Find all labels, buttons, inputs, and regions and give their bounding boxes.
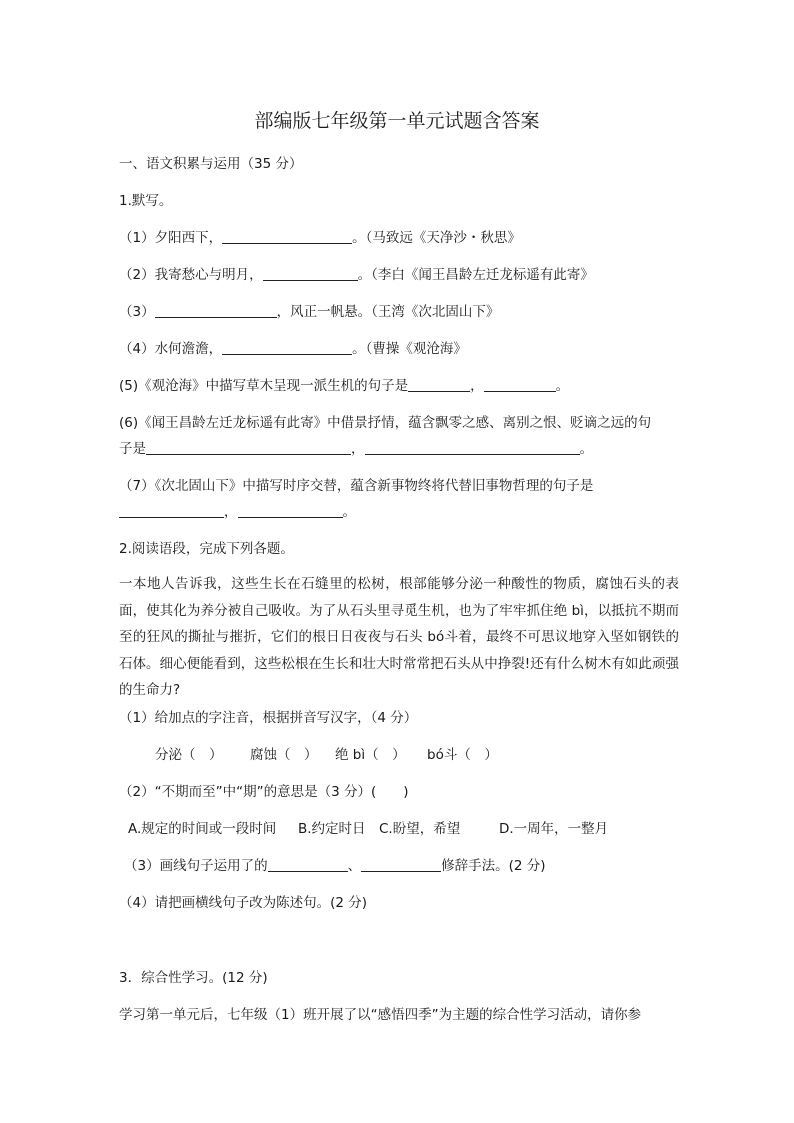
q3-intro: 学习第一单元后，七年级（1）班开展了以“感悟四季”为主题的综合性学习活动，请你参: [119, 1007, 642, 1023]
answer-blank[interactable]: [222, 339, 352, 355]
answer-blank[interactable]: [408, 376, 470, 392]
question-2-label: 2.阅读语段，完成下列各题。: [119, 541, 294, 557]
q1-item-4-text: （4）水何澹澹，: [119, 341, 223, 357]
q1-item-5: [119, 376, 679, 396]
option-d[interactable]: D.一周年，一整月: [499, 821, 609, 837]
q1-item-4: [119, 339, 679, 359]
q1-item-5-text: (5)《观沧海》中描写草木呈现一派生机的句子是: [119, 378, 409, 394]
answer-blank[interactable]: [119, 502, 224, 518]
question-1-label: 1.默写。: [119, 193, 173, 209]
q1-item-1-text: （1）夕阳西下，: [119, 230, 223, 246]
q2-sub-2: （2）“不期而至”中“期”的意思是（3 分）( ): [119, 784, 409, 800]
q1-item-4-source: 。（曹操《观沧海》: [352, 341, 467, 357]
option-a[interactable]: A.规定的时间或一段时间: [128, 821, 277, 837]
q2-sub-3-end: 修辞手法。(2 分): [441, 858, 546, 874]
question-3-label: 3．综合性学习。(12 分): [119, 970, 268, 986]
q1-item-1: [119, 228, 679, 248]
q1-item-7-line2: [119, 502, 679, 522]
word-juebi: 绝 bì（ ）: [335, 747, 406, 763]
answer-blank[interactable]: [222, 228, 352, 244]
q2-sub-4: （4）请把画横线句子改为陈述句。(2 分): [119, 895, 368, 911]
q1-item-6-comma: ，: [351, 441, 365, 457]
word-fushi: 腐蚀（ ）: [250, 747, 318, 763]
option-c[interactable]: C.盼望，希望: [379, 821, 461, 837]
q1-item-3-source: ，风正一帆悬。（王湾《次北固山下》: [276, 304, 500, 320]
option-b[interactable]: B.约定时日: [298, 821, 366, 837]
answer-blank[interactable]: [484, 376, 556, 392]
q1-item-6-end: 。: [579, 441, 593, 457]
answer-blank[interactable]: [361, 856, 441, 872]
answer-blank[interactable]: [155, 302, 277, 318]
word-fenmi: 分泌（ ）: [155, 747, 223, 763]
section-heading: 一、语文积累与运用（35 分）: [119, 156, 303, 172]
q1-item-3-text: （3）: [119, 304, 155, 320]
q1-item-3: [119, 302, 679, 322]
q1-item-7-line1: （7）《次北固山下》中描写时序交替，蕴含新事物终将代替旧事物哲理的句子是: [119, 478, 594, 494]
reading-passage: 一本地人告诉我，这些生长在石缝里的松树，根部能够分泌一种酸性的物质，腐蚀石头的表面，使其化为养分被自己吸收。为了从石头里寻觅生机，也为了牢牢抓住绝 bì，以抵抗不期而至的狂风的撕扯与摧折，它们的根日日夜夜与石头 bó斗着，最终不可思议地穿入坚如钢铁的石体。细心便能看到，这些松根在生长和壮大时常常把石头从中挣裂!还有什么树木有如此顽强的生命力?: [119, 576, 679, 698]
q1-item-7-comma: ，: [224, 504, 238, 520]
page-title: 部编版七年级第一单元试题含答案: [254, 110, 540, 132]
answer-blank[interactable]: [365, 439, 580, 455]
answer-blank[interactable]: [146, 439, 351, 455]
q1-item-1-source: 。（马致远《天净沙・秋思》: [352, 230, 521, 246]
q2-sub-3: [124, 856, 684, 876]
q2-sub-1: （1）给加点的字注音，根据拼音写汉字，（4 分）: [119, 710, 418, 726]
q1-item-7-end: 。: [342, 504, 356, 520]
q2-sub-3-sep: 、: [347, 858, 362, 874]
q1-item-6-lead: 子是: [119, 441, 146, 457]
q1-item-6-line1: (6)《闻王昌龄左迁龙标遥有此寄》中借景抒情，蕴含飘零之感、离别之恨、贬谪之远的句: [119, 415, 652, 431]
q1-item-5-comma: ，: [470, 378, 484, 394]
q1-item-6-line2: [119, 439, 679, 459]
q1-item-2: [119, 265, 679, 285]
q1-item-2-source: 。（李白《闻王昌龄左迁龙标遥有此寄》: [357, 267, 594, 283]
answer-blank[interactable]: [263, 265, 358, 281]
word-bodou: bó斗（ ）: [427, 747, 498, 763]
q1-item-5-end: 。: [555, 378, 570, 394]
answer-blank[interactable]: [238, 502, 343, 518]
q2-sub-3-text: （3）画线句子运用了的: [124, 858, 268, 874]
answer-blank[interactable]: [268, 856, 348, 872]
q1-item-2-text: （2）我寄愁心与明月，: [119, 267, 263, 283]
